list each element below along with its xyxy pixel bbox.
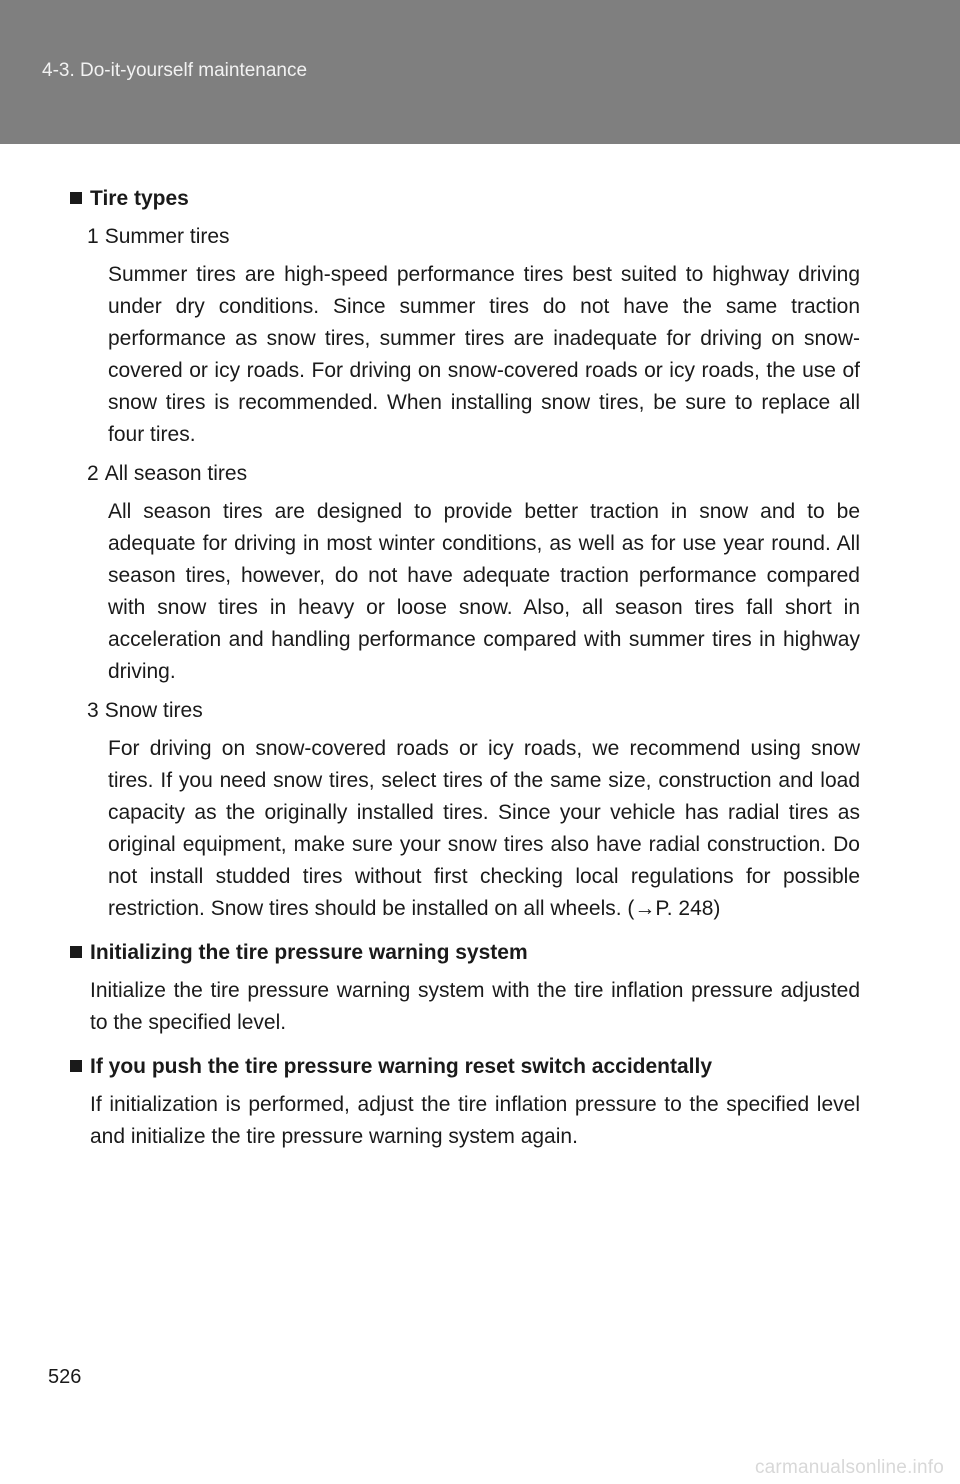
section-body-initializing: Initialize the tire pressure warning system with the tire inflation pressure adjusted to the specified level. (90, 979, 860, 1034)
item-title-snow-tires (87, 695, 860, 726)
square-bullet-icon (70, 192, 82, 204)
section-heading-reset-switch (70, 1051, 860, 1082)
section-body-reset-switch: If initialization is performed, adjust the tire inflation pressure to the specified level and initialize the tire pressure warning system again. (90, 1093, 860, 1148)
section-heading-tire-types (70, 183, 860, 214)
item-number: 1 (87, 225, 99, 248)
item-title-text: Summer tires (104, 225, 230, 248)
square-bullet-icon (70, 946, 82, 958)
item-title-text: Snow tires (104, 699, 203, 722)
item-number: 3 (87, 699, 99, 722)
item-body-snow-tires: For driving on snow-covered roads or icy roads, we recommend using snow tires. If you need snow tires, select tires of the same size, construction and load capacity as the originally installed tires. Since your vehicle has radial tires as original equipment, make sure your snow tires also have radial construction. Do not install studded tires without first checking local regulations for possible restriction. Snow tires should be installed on all wheels. (→P. 248) (108, 737, 860, 920)
header-band (0, 0, 960, 144)
item-body-summer-tires: Summer tires are high-speed performance tires best suited to highway driving under dry conditions. Since summer tires do not have the same traction performance as snow tires, summer tires are inadequate for driving on snow-covered or icy roads. For driving on snow-covered roads or icy roads, the use of snow tires is recommended. When installing snow tires, be sure to replace all four tires. (108, 263, 860, 446)
page-content (70, 183, 860, 1153)
item-title-summer-tires (87, 221, 860, 252)
item-body-all-season-tires: All season tires are designed to provide better traction in snow and to be adequate for driving in most winter conditions, as well as for use year round. All season tires, however, do not have adequate traction performance compared with snow tires in heavy or loose snow. Also, all season tires fall short in acceleration and handling performance compared with summer tires in highway driving. (108, 500, 860, 683)
chapter-title: 4-3. Do-it-yourself maintenance (42, 60, 308, 81)
section-heading-initializing (70, 937, 860, 968)
section-heading-text: Tire types (90, 187, 189, 210)
item-title-all-season-tires (87, 458, 860, 489)
item-title-text: All season tires (104, 462, 248, 485)
site-watermark: carmanualsonline.info (754, 1457, 944, 1478)
page-number: 526 (48, 1366, 82, 1388)
section-heading-text: Initializing the tire pressure warning system (90, 941, 528, 964)
item-number: 2 (87, 462, 99, 485)
section-heading-text: If you push the tire pressure warning reset switch accidentally (90, 1055, 713, 1078)
square-bullet-icon (70, 1060, 82, 1072)
